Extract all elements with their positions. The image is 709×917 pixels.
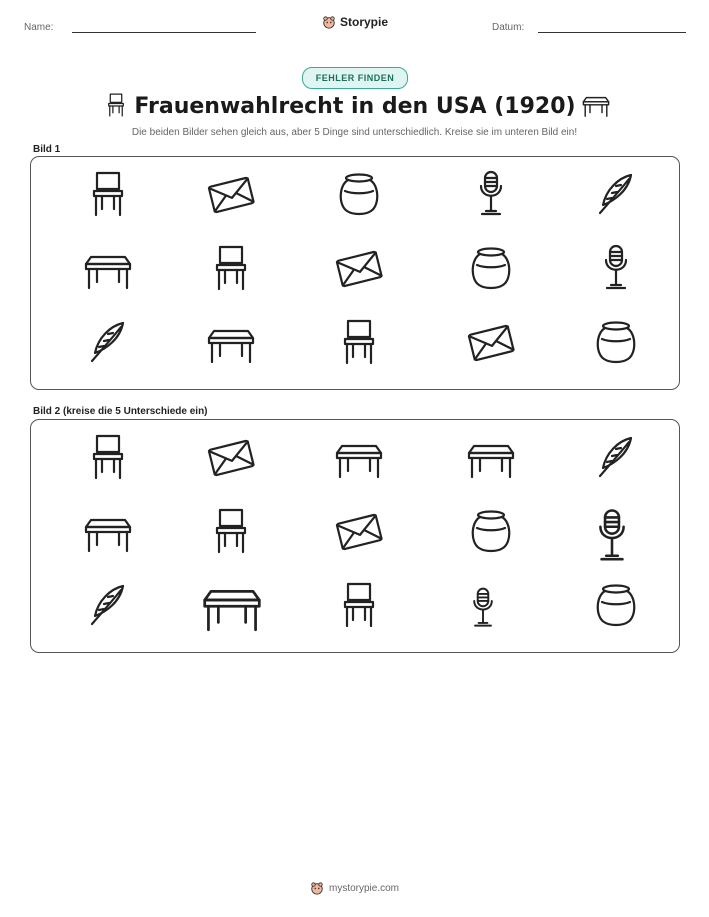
picture1-frame <box>30 156 680 390</box>
envelope-icon <box>466 317 516 367</box>
envelope-icon[interactable] <box>334 506 384 556</box>
pot-icon[interactable] <box>591 580 641 630</box>
date-line[interactable] <box>538 32 686 33</box>
chair-icon[interactable] <box>334 580 384 630</box>
feather-icon[interactable] <box>591 432 641 482</box>
picture2-label: Bild 2 (kreise die 5 Unterschiede ein) <box>33 406 208 417</box>
table-icon[interactable] <box>83 506 133 556</box>
brand-name: Storypie <box>340 15 389 29</box>
pot-icon[interactable] <box>466 506 516 556</box>
chair-icon <box>206 243 256 293</box>
table-icon[interactable] <box>195 574 269 636</box>
name-line[interactable] <box>72 32 256 33</box>
microphone-icon <box>591 243 641 293</box>
table-icon[interactable] <box>334 432 384 482</box>
date-label: Datum: <box>492 22 525 33</box>
feather-icon <box>83 317 133 367</box>
pot-icon <box>591 317 641 367</box>
name-label: Name: <box>24 22 54 33</box>
instructions: Die beiden Bilder sehen gleich aus, aber 5 Dinge sind unterschiedlich. Kreise sie im unteren Bild ein! <box>131 127 578 138</box>
picture2-frame[interactable] <box>30 419 680 653</box>
microphone-icon <box>466 169 516 219</box>
footer <box>0 881 709 895</box>
chair-icon <box>334 317 384 367</box>
chair-icon <box>83 169 133 219</box>
chair-icon[interactable] <box>83 432 133 482</box>
storypie-icon <box>322 15 336 29</box>
microphone-icon[interactable] <box>583 502 641 570</box>
brand-logo <box>322 15 388 29</box>
pot-icon <box>466 243 516 293</box>
pot-icon <box>334 169 384 219</box>
feather-icon[interactable] <box>83 580 133 630</box>
envelope-icon <box>334 243 384 293</box>
storypie-icon <box>310 881 324 895</box>
table-icon <box>206 317 256 367</box>
table-icon <box>83 243 133 293</box>
footer-site: mystorypie.com <box>328 882 399 894</box>
worksheet-type-badge: FEHLER FINDEN <box>302 67 408 89</box>
table-icon[interactable] <box>466 432 516 482</box>
picture1-label: Bild 1 <box>33 144 61 155</box>
chair-icon[interactable] <box>206 506 256 556</box>
title-table-icon <box>580 94 612 118</box>
envelope-icon[interactable] <box>206 432 256 482</box>
page-title: Frauenwahlrecht in den USA (1920) <box>134 94 576 119</box>
microphone-icon[interactable] <box>461 584 505 632</box>
envelope-icon <box>206 169 256 219</box>
feather-icon <box>591 169 641 219</box>
